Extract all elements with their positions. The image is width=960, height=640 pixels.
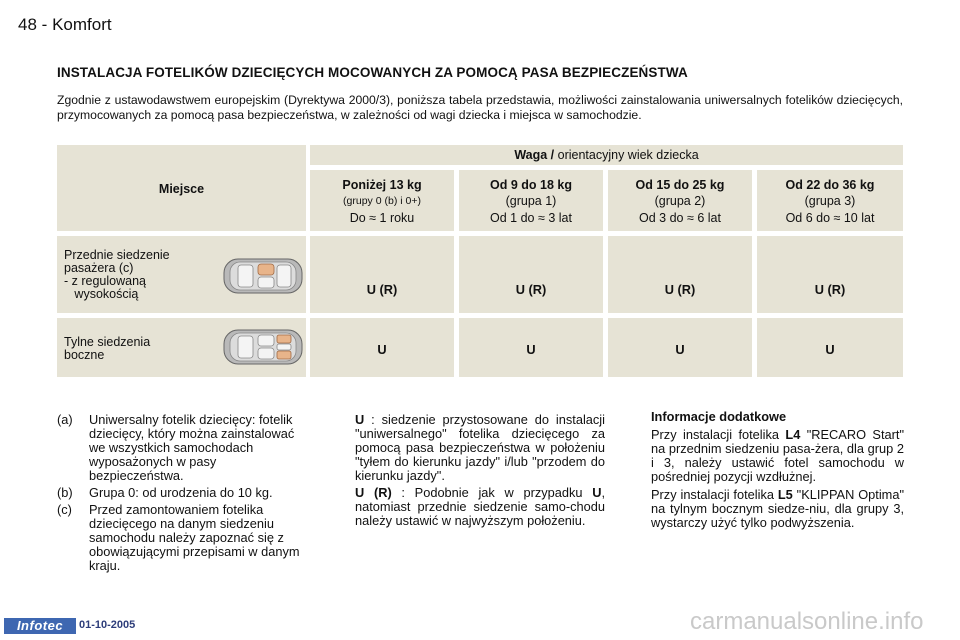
cell-value: U [675, 342, 685, 357]
footnote-text: Uniwersalny fotelik dziecięcy: fotelik dziecięcy, który można zainstalować we wszystkich samochodach wyposażonych w pasy bezpieczeństwa. [89, 412, 295, 483]
column-weight: Od 9 do 18 kg [490, 178, 572, 192]
column-age: Do ≈ 1 roku [349, 211, 415, 225]
info-paragraph-1: Przy instalacji fotelika L4 "RECARO Start" na przednim siedzeniu pasa-żera, dla grup 2 i 3, należy ustawić fotel samochodu w pośredniej pozycji wzdłużnej. [651, 427, 904, 484]
cell-value: U [526, 342, 536, 357]
weight-header-cell [310, 145, 903, 165]
footnotes [57, 413, 312, 576]
table-row-label [57, 318, 306, 377]
column-group: (grupa 2) [654, 194, 706, 208]
place-header: Miejsce [158, 182, 205, 196]
column-weight: Od 15 do 25 kg [635, 178, 725, 192]
place-header-cell [57, 145, 306, 231]
intro-paragraph: Zgodnie z ustawodawstwem europejskim (Dyrektywa 2000/3), poniższa tabela przedstawia, możliwości zainstalowania uniwersalnych fotelików dziecięcych, przymocowanych za pomocą pasa bezpieczeństwa, w zależności od wagi dziecka i miejsca w samochodzie. [57, 93, 903, 122]
car-front-seat-icon [222, 256, 304, 296]
cell-value: U [825, 342, 835, 357]
legend [355, 413, 605, 528]
column-weight: Poniżej 13 kg [342, 178, 422, 192]
table-cell [459, 236, 603, 313]
cell-value: U (R) [814, 282, 846, 297]
footnote-b [57, 486, 312, 500]
page-title: INSTALACJA FOTELIKÓW DZIECIĘCYCH MOCOWANYCH ZA POMOCĄ PASA BEZPIECZEŃSTWA [57, 65, 688, 80]
footnote-text: Grupa 0: od urodzenia do 10 kg. [89, 485, 273, 500]
table-cell [459, 318, 603, 377]
car-rear-seat-icon [222, 327, 304, 367]
footnote-a [57, 413, 312, 483]
column-group: (grupy 0 (b) i 0+) [343, 195, 421, 207]
cell-value: U (R) [366, 282, 398, 297]
footnote-c [57, 503, 312, 573]
legend-u-label: U [355, 412, 365, 427]
page-header [18, 15, 112, 35]
infotec-logo: Infotec [4, 618, 76, 634]
row-label-line: boczne [64, 348, 105, 362]
table-cell [608, 318, 752, 377]
column-header [310, 170, 454, 231]
cell-value: U [377, 342, 387, 357]
column-age: Od 1 do ≈ 3 lat [490, 211, 572, 225]
column-header [608, 170, 752, 231]
footnote-text: Przed zamontowaniem fotelika dziecięcego na danym siedzeniu samochodu należy zapoznać się z obowiązującymi przepisami w danym kraju. [89, 502, 300, 573]
legend-u-text: : siedzenie przystosowane do instalacji "uniwersalnego" fotelika dziecięcego za pomocą pasa bezpieczeństwa w położeniu "tyłem do kierunku jazdy" i/lub "przodem do kierunku jazdy". [355, 412, 605, 483]
table-cell [608, 236, 752, 313]
column-group: (grupa 3) [804, 194, 856, 208]
column-weight: Od 22 do 36 kg [785, 178, 875, 192]
info-paragraph-2: Przy instalacji fotelika L5 "KLIPPAN Optima" na tylnym bocznym siedze-niu, dla grupy 3, wystarczy użyć tylko podwyższenia. [651, 487, 904, 530]
table-cell [757, 236, 903, 313]
row-label-line: Przednie siedzenie [64, 248, 170, 262]
row-label-line: wysokością [64, 287, 139, 301]
table-cell [757, 318, 903, 377]
column-group: (grupa 1) [505, 194, 557, 208]
info-title: Informacje dodatkowe [651, 409, 787, 424]
column-header [757, 170, 903, 231]
table-cell [310, 236, 454, 313]
column-age: Od 6 do ≈ 10 lat [785, 211, 875, 225]
page-number: 48 [18, 15, 37, 34]
row-label-line: Tylne siedzenia [64, 335, 151, 349]
legend-ur-label: U (R) [355, 485, 392, 500]
table-row-label [57, 236, 306, 313]
additional-info [651, 410, 904, 530]
section-title: Komfort [52, 15, 112, 34]
footnote-mark: (b) [57, 485, 73, 500]
cell-value: U (R) [664, 282, 696, 297]
row-label-line: - z regulowaną [64, 274, 146, 288]
column-age: Od 3 do ≈ 6 lat [639, 211, 721, 225]
cell-value: U (R) [515, 282, 547, 297]
legend-u [355, 413, 605, 483]
watermark: carmanualsonline.info [690, 608, 924, 635]
legend-ur: U (R) : Podobnie jak w przypadku U, natomiast przednie siedzenie samo-chodu należy ustawić w najwyższym położeniu. [355, 485, 605, 528]
row-label-line: pasażera (c) [64, 261, 134, 275]
footnote-mark: (a) [57, 412, 73, 427]
table-cell [310, 318, 454, 377]
footnote-mark: (c) [57, 502, 72, 517]
column-header [459, 170, 603, 231]
weight-header-bold: Waga / [514, 148, 555, 162]
weight-header-rest: orientacyjny wiek dziecka [554, 148, 699, 162]
footer-date: 01-10-2005 [79, 619, 136, 631]
header-separator: - [41, 15, 48, 34]
